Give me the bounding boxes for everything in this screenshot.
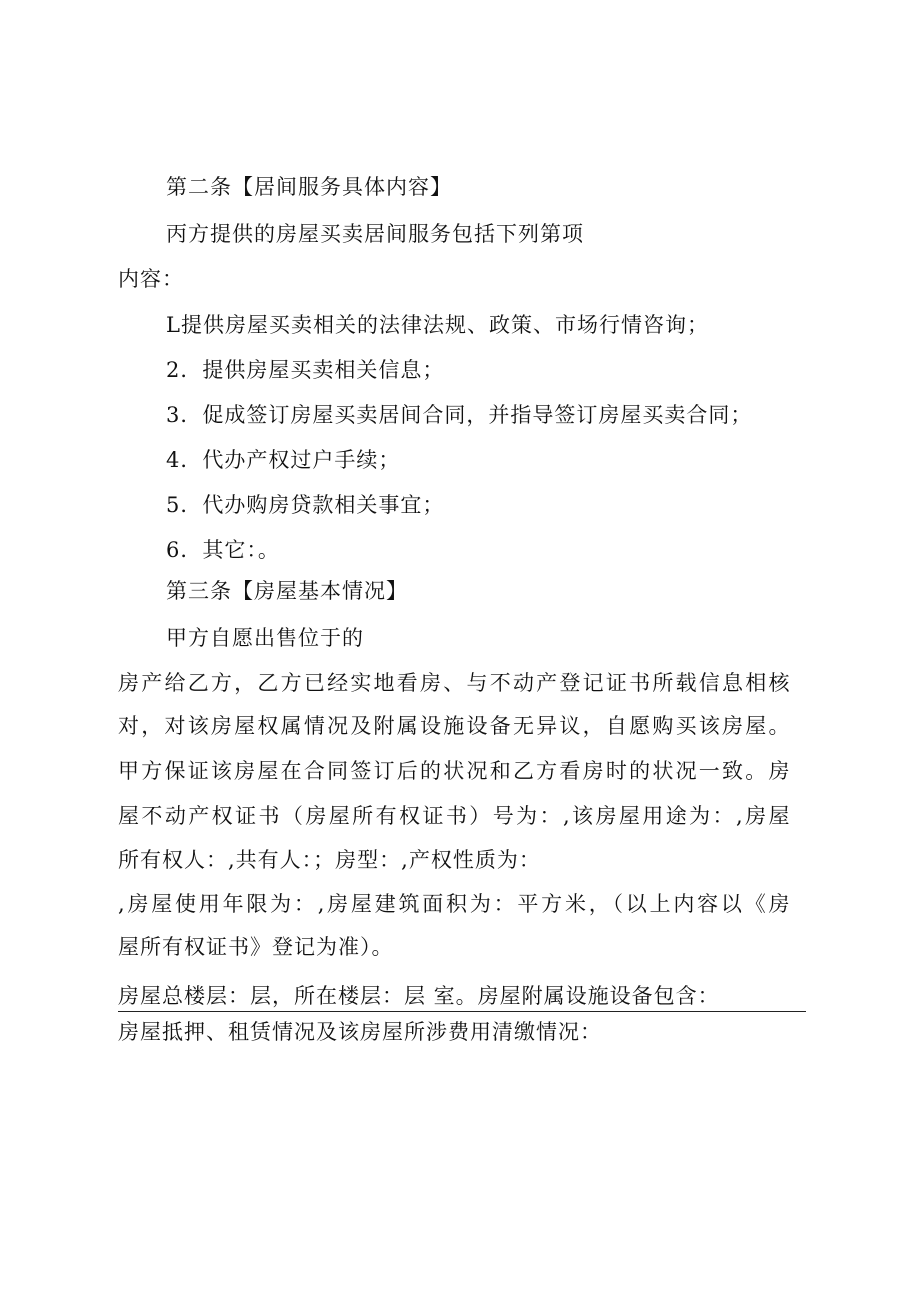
- list-item-1: L提供房屋买卖相关的法律法规、政策、市场行情咨询；: [166, 313, 709, 337]
- article-2-heading: 第二条【居间服务具体内容】: [166, 175, 452, 199]
- paragraph-line: 甲方自愿出售位于的: [166, 626, 364, 650]
- paragraph-line: 丙方提供的房屋买卖居间服务包括下列第项: [166, 222, 584, 246]
- article-3-heading: 第三条【房屋基本情况】: [166, 579, 408, 603]
- list-item-3: 3．促成签订房屋买卖居间合同，并指导签订房屋买卖合同；: [166, 403, 753, 427]
- paragraph-line: 屋不动产权证书（房屋所有权证书）号为：,该房屋用途为：,房屋: [118, 804, 790, 828]
- paragraph-line: 内容：: [118, 267, 184, 291]
- paragraph-line: 所有权人：,共有人：；房型：,产权性质为：: [118, 848, 541, 872]
- underline-rule: [118, 1011, 806, 1012]
- paragraph-line: 甲方保证该房屋在合同签订后的状况和乙方看房时的状况一致。房: [118, 759, 790, 783]
- list-item-5: 5．代办购房贷款相关事宜；: [166, 493, 445, 517]
- list-item-4: 4．代办产权过户手续；: [166, 448, 401, 472]
- list-item-6: 6．其它：。: [166, 538, 280, 562]
- paragraph-line: 屋所有权证书》登记为准）。: [118, 935, 394, 959]
- paragraph-line: 房屋总楼层：层，所在楼层：层 室。房屋附属设施设备包含：: [118, 984, 720, 1008]
- paragraph-line: 房屋抵押、租赁情况及该房屋所涉费用清缴情况：: [118, 1020, 602, 1044]
- paragraph-line: 对，对该房屋权属情况及附属设施设备无异议，自愿购买该房屋。: [118, 714, 790, 738]
- paragraph-line: ,房屋使用年限为：,房屋建筑面积为：平方米，（以上内容以《房: [118, 892, 790, 916]
- list-item-2: 2．提供房屋买卖相关信息；: [166, 358, 445, 382]
- paragraph-line: 房产给乙方，乙方已经实地看房、与不动产登记证书所载信息相核: [118, 671, 790, 695]
